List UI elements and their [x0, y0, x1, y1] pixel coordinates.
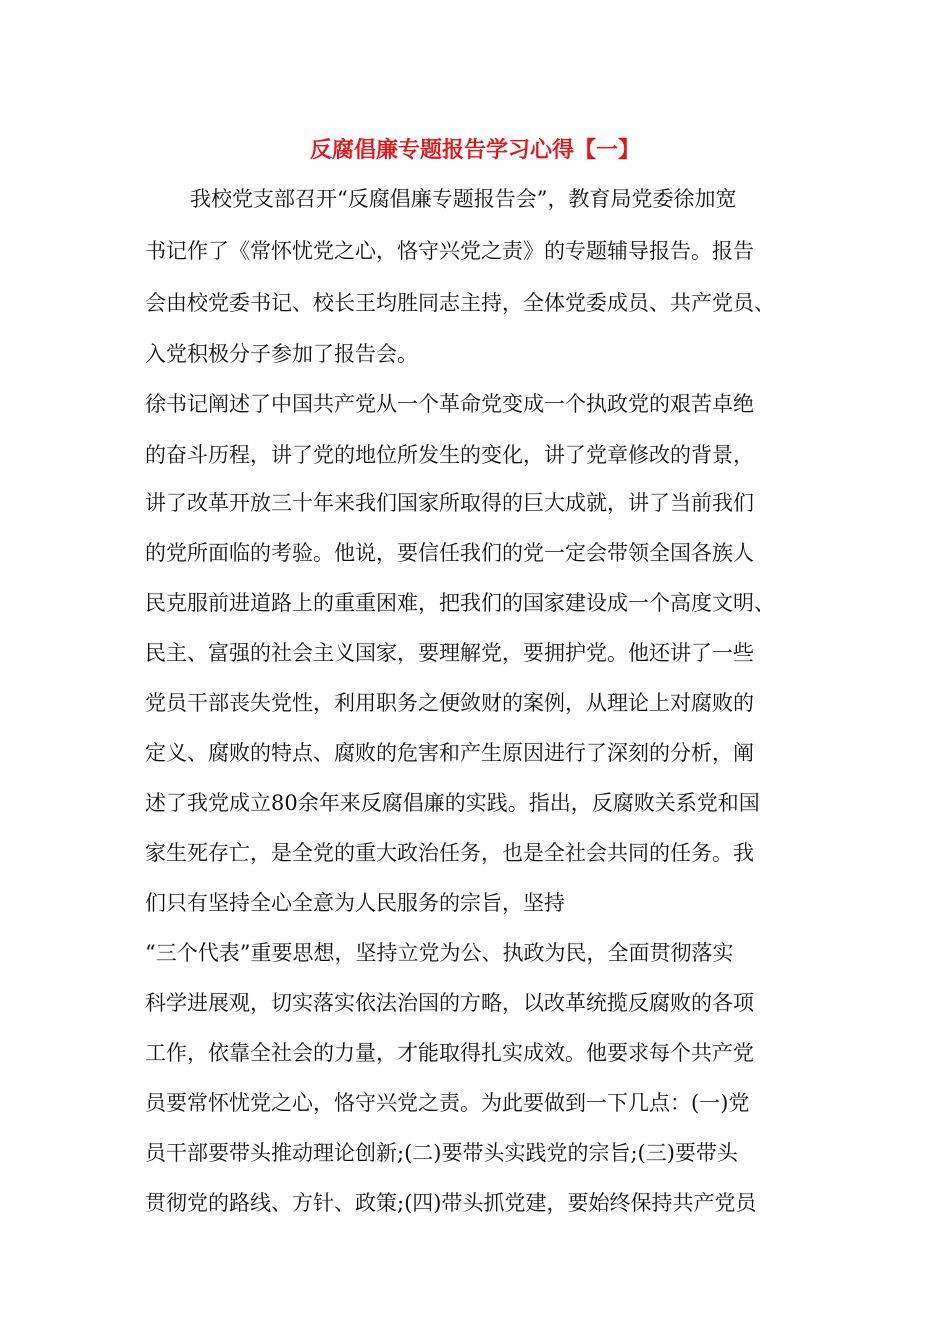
paragraph-line: 会由校党委书记、校长王均胜同志主持，全体党委成员、共产党员、 [145, 291, 775, 315]
paragraph-line: 入党积极分子参加了报告会。 [145, 342, 418, 366]
paragraph-line: 员干部要带头推动理论创新;(二)要带头实践党的宗旨;(三)要带头 [145, 1141, 738, 1165]
paragraph-line: 党员干部丧失党性，利用职务之便敛财的案例，从理论上对腐败的 [145, 691, 754, 715]
paragraph-line: 们只有坚持全心全意为人民服务的宗旨，坚持 [145, 891, 565, 915]
paragraph-line: 民克服前进道路上的重重困难，把我们的国家建设成一个高度文明、 [145, 591, 775, 615]
paragraph-line: 定义、腐败的特点、腐败的危害和产生原因进行了深刻的分析，阐 [145, 741, 754, 765]
paragraph-line: 贯彻党的路线、方针、政策;(四)带头抓党建，要始终保持共产党员 [145, 1191, 757, 1215]
paragraph-line: 工作，依靠全社会的力量，才能取得扎实成效。他要求每个共产党 [145, 1041, 754, 1065]
paragraph-line: “三个代表”重要思想，坚持立党为公、执政为民，全面贯彻落实 [145, 941, 734, 965]
paragraph-line: 述了我党成立80余年来反腐倡廉的实践。指出，反腐败关系党和国 [145, 791, 760, 815]
paragraph-line: 的党所面临的考验。他说，要信任我们的党一定会带领全国各族人 [145, 541, 754, 565]
paragraph-line: 科学进展观，切实落实依法治国的方略，以改革统揽反腐败的各项 [145, 991, 754, 1015]
paragraph-line: 家生死存亡，是全党的重大政治任务，也是全社会共同的任务。我 [145, 841, 754, 865]
paragraph-line: 我校党支部召开“反腐倡廉专题报告会”，教育局党委徐加宽 [190, 187, 737, 211]
paragraph-line: 讲了改革开放三十年来我们国家所取得的巨大成就，讲了当前我们 [145, 491, 754, 515]
paragraph-line: 员要常怀忧党之心，恪守兴党之责。为此要做到一下几点：(一)党 [145, 1091, 750, 1115]
paragraph-line: 徐书记阐述了中国共产党从一个革命党变成一个执政党的艰苦卓绝 [145, 392, 754, 416]
paragraph-line: 的奋斗历程，讲了党的地位所发生的变化，讲了党章修改的背景， [145, 443, 754, 467]
paragraph-line: 民主、富强的社会主义国家，要理解党，要拥护党。他还讲了一些 [145, 641, 754, 665]
document-title: 反腐倡廉专题报告学习心得【一】 [309, 137, 640, 163]
paragraph-line: 书记作了《常怀忧党之心，恪守兴党之责》的专题辅导报告。报告 [145, 239, 754, 263]
